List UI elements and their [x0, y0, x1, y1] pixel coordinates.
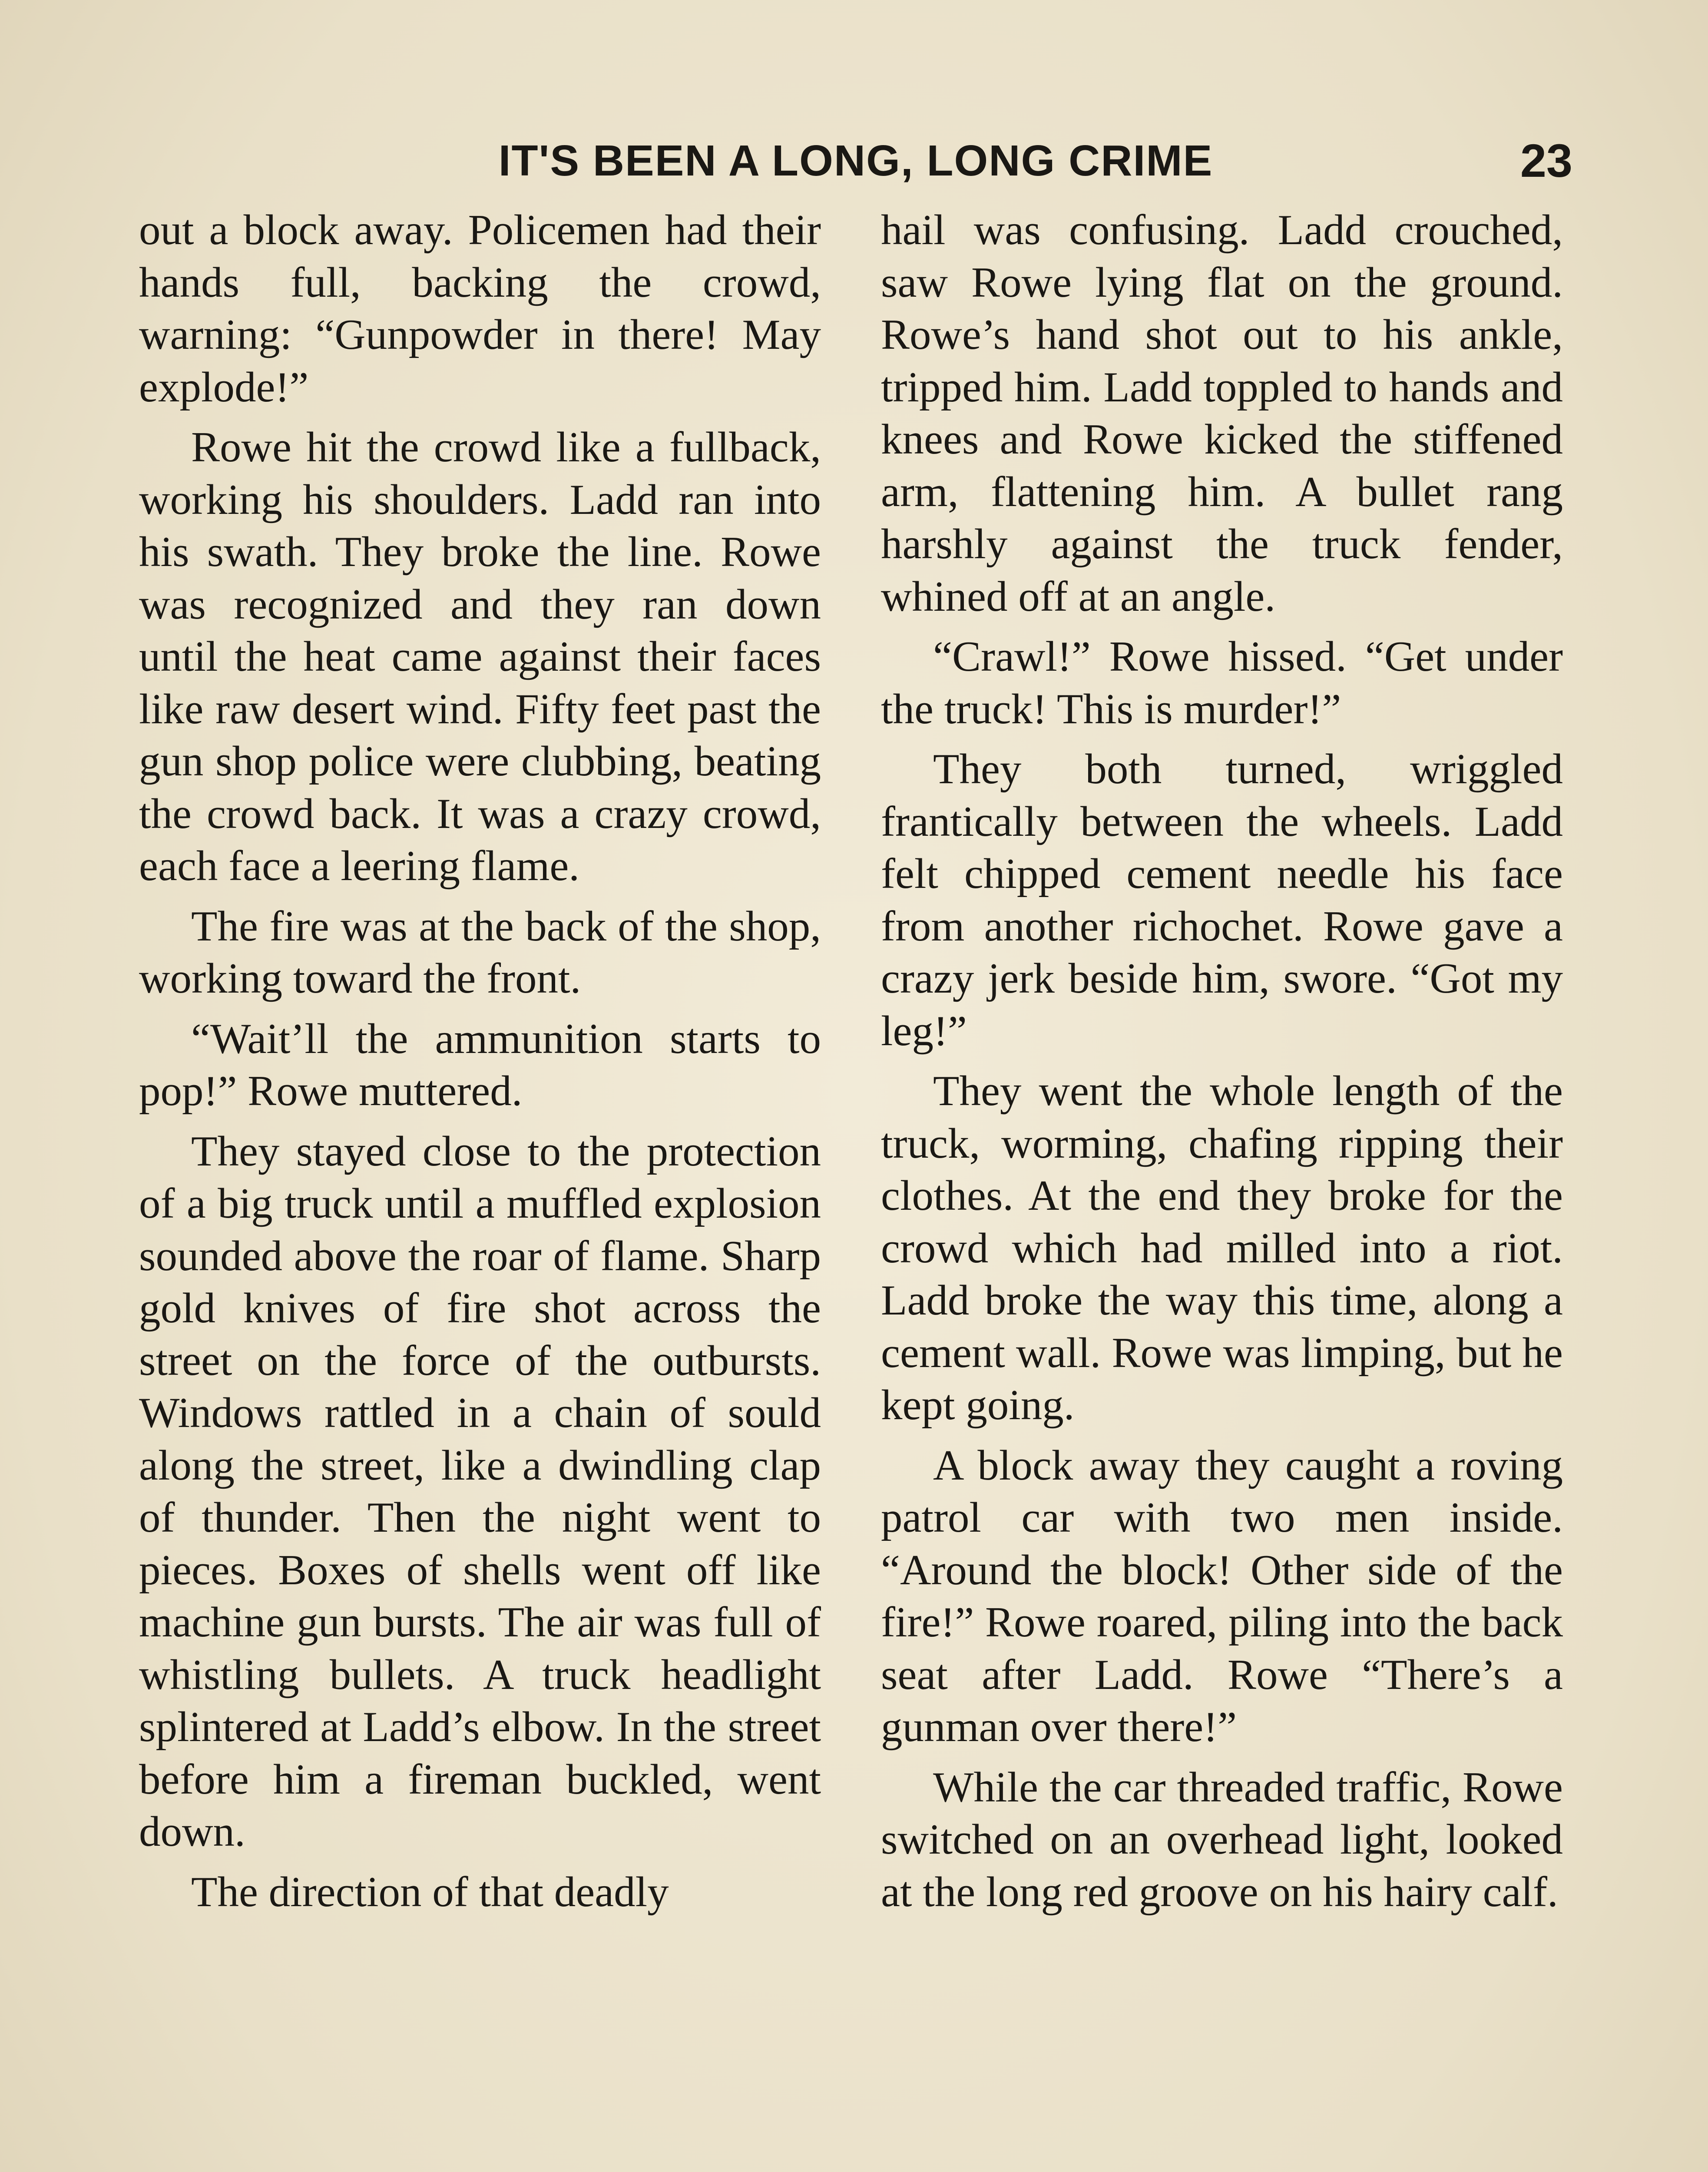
page-number: 23: [1520, 134, 1572, 187]
paragraph: The direction of that deadly: [191, 1868, 669, 1916]
paragraph: “Crawl!” Rowe hissed. “Get under the truck! This is murder!”: [881, 633, 1563, 733]
page-header: [139, 130, 1572, 200]
paragraph: A block away they caught a roving patrol car with two men inside. “Around the block! Other side of the fire!” Rowe roared, piling into the back seat after Ladd. Rowe “There’s a gunman over there!”: [881, 1441, 1563, 1751]
paragraph: While the car threaded traffic, Rowe switched on an overhead light, looked at the long red groove on his hairy calf.: [881, 1763, 1563, 1916]
text-column-left: [139, 204, 821, 1926]
paragraph: They stayed close to the protection of a big truck until a muffled explosion sounded above the roar of flame. Sharp gold knives of fire shot across the street on the force of the outbursts. Windows rattled in a chain of sould along the street, like a dwindling clap of thunder. Then the night went to pieces. Boxes of shells went off like machine gun bursts. The air was full of whistling bullets. A truck headlight splintered at Ladd’s elbow. In the street before him a fireman buckled, went down.: [139, 1127, 821, 1855]
running-title: IT'S BEEN A LONG, LONG CRIME: [498, 136, 1213, 185]
paragraph: out a block away. Policemen had their hands full, backing the crowd, warning: “Gunpowder in there! May explode!”: [139, 206, 821, 411]
paragraph: The fire was at the back of the shop, working toward the front.: [139, 902, 821, 1002]
paragraph: They went the whole length of the truck, worming, chafing ripping their clothes. At the end they broke for the crowd which had milled into a riot. Ladd broke the way this time, along a cement wall. Rowe was limping, but he kept going.: [881, 1067, 1563, 1429]
text-column-right: [881, 204, 1563, 1926]
paragraph: They both turned, wriggled frantically between the wheels. Ladd felt chipped cement needle his face from another richochet. Rowe gave a crazy jerk beside him, swore. “Got my leg!”: [881, 745, 1563, 1055]
paragraph: Rowe hit the crowd like a fullback, working his shoulders. Ladd ran into his swath. They broke the line. Rowe was recognized and they ran down until the heat came against their faces like raw desert wind. Fifty feet past the gun shop police were clubbing, beating the crowd back. It was a crazy crowd, each face a leering flame.: [139, 424, 821, 890]
paragraph: “Wait’ll the ammunition starts to pop!” Rowe muttered.: [139, 1015, 821, 1115]
paragraph: hail was confusing. Ladd crouched, saw Rowe lying flat on the ground. Rowe’s hand shot out to his ankle, tripped him. Ladd toppled to hands and knees and Rowe kicked the stiffened arm, flattening him. A bullet rang harshly against the truck fender, whined off at an angle.: [881, 206, 1563, 620]
